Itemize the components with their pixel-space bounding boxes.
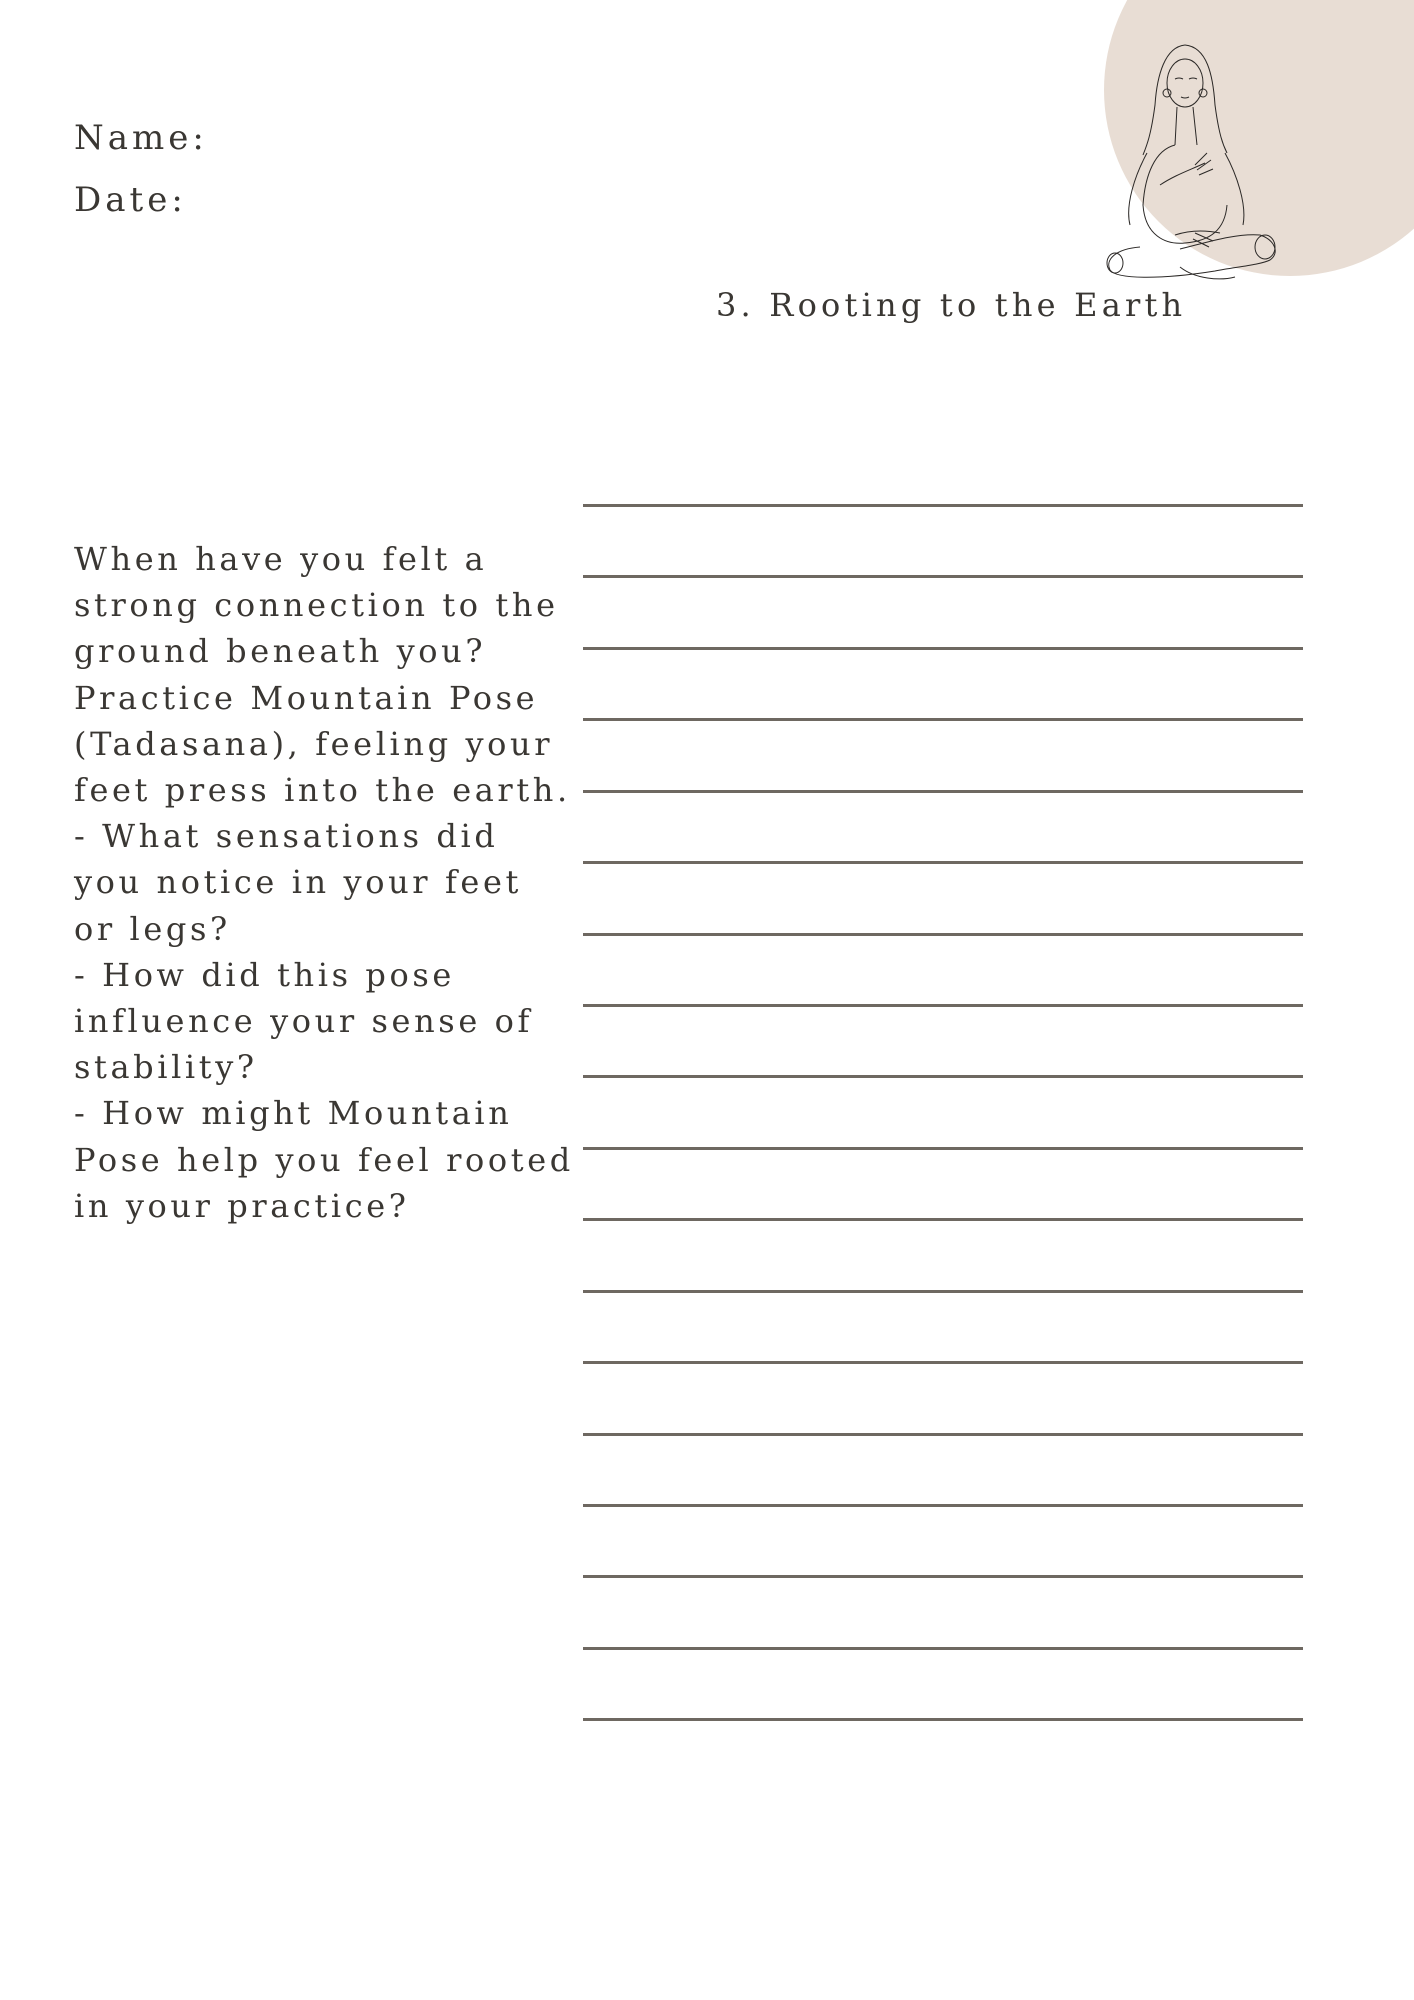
writing-line[interactable] [583,1218,1303,1221]
writing-line[interactable] [583,647,1303,650]
prompt-question-3: - How might Mountain Pose help you feel rooted in your practice? [74,1094,574,1225]
writing-line[interactable] [583,718,1303,721]
prompt-question-1: - What sensations did you notice in your feet or legs? [74,817,522,948]
prompt-text [74,536,574,1229]
section-title: 3. Rooting to the Earth [716,286,1187,324]
meditating-woman-icon [1085,35,1305,285]
writing-line[interactable] [583,1004,1303,1007]
writing-line[interactable] [583,1504,1303,1507]
writing-line[interactable] [583,1718,1303,1721]
prompt-question-2: - How did this pose influence your sense of stability? [74,955,533,1087]
writing-line[interactable] [583,790,1303,793]
writing-line[interactable] [583,1575,1303,1578]
writing-line[interactable] [583,861,1303,864]
writing-line[interactable] [583,1290,1303,1293]
writing-line[interactable] [583,1361,1303,1364]
writing-line[interactable] [583,504,1303,507]
writing-line[interactable] [583,933,1303,936]
prompt-intro: When have you felt a strong connection to the ground beneath you? Practice Mountain Pose (Tadasana), feeling your feet press into the earth. [74,540,571,810]
name-label: Name: [74,118,208,158]
writing-line[interactable] [583,1075,1303,1078]
writing-line[interactable] [583,1147,1303,1150]
writing-line[interactable] [583,1647,1303,1650]
writing-line[interactable] [583,575,1303,578]
writing-line[interactable] [583,1433,1303,1436]
date-label: Date: [74,180,187,220]
